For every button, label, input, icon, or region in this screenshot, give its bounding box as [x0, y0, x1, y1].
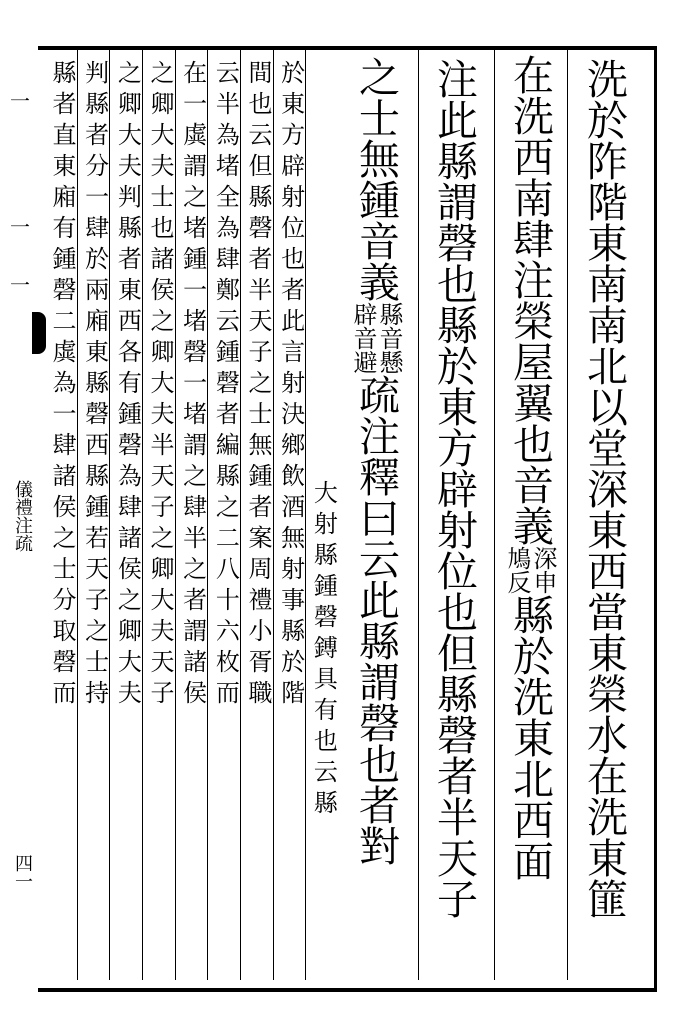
- text-column-12: 判縣者分一肆於兩廂東縣磬西縣鍾若天子之士持: [80, 60, 109, 711]
- main-text: 之士無鍾音義: [352, 56, 400, 302]
- gloss-line: 鳩反: [503, 546, 531, 594]
- margin-mark: 一: [10, 215, 30, 239]
- column-rule: [305, 50, 306, 980]
- margin-title: 儀禮注疏: [12, 480, 33, 552]
- text-column-10: 之卿大夫士也諸侯之卿大夫半天子之卿大夫天子: [146, 60, 174, 711]
- margin-strip: [0, 46, 38, 988]
- column-rule: [142, 50, 143, 980]
- text-column-8: 云半為堵全為肆鄭云鍾磬者編縣之二八十六枚而: [211, 60, 240, 711]
- interlinear-gloss: [350, 302, 402, 374]
- text-column-1: 洗於阼階東南南北以堂深東西當東榮水在洗東篚: [580, 58, 628, 919]
- main-text: 在洗西南肆注榮屋翼也音義: [506, 54, 554, 546]
- column-rule: [175, 50, 176, 980]
- text-column-11: 之卿大夫判縣者東西各有鍾磬為肆諸侯之卿大夫: [113, 60, 142, 711]
- text-column-5: 大射縣鍾磬鎛具有也云縣: [309, 480, 338, 821]
- gloss-line: 深申: [529, 546, 557, 594]
- text-column-6: 於東方辟射位也者此言射決鄉飲酒無射事縣於階: [276, 60, 305, 711]
- text-column-4: [350, 56, 402, 866]
- margin-mark: 一: [10, 89, 30, 113]
- column-rule: [418, 50, 419, 980]
- text-column-9: 在一虡謂之堵鍾一堵磬一堵謂之肆半之者謂諸侯: [178, 60, 207, 711]
- gloss-line: 辟音避: [349, 302, 377, 374]
- column-rule: [273, 50, 274, 980]
- column-rule: [207, 50, 208, 980]
- main-text: 疏注釋曰云此縣謂磬也者對: [352, 374, 400, 866]
- column-rule: [494, 50, 495, 980]
- text-column-3: 注此縣謂磬也縣於東方辟射位也但縣磬者半天子: [430, 58, 478, 919]
- text-column-2: [504, 54, 556, 881]
- gloss-line: 縣音懸: [375, 302, 403, 374]
- text-column-7: 間也云但縣磬者半天子之士無鍾者案周禮小胥職: [244, 60, 272, 711]
- interlinear-gloss: [504, 546, 556, 594]
- text-column-13: 縣者直東廂有鍾磬二虡為一肆諸侯之士分取磬而: [48, 60, 76, 711]
- leaf-number: 四一: [12, 854, 33, 890]
- column-rule: [567, 50, 568, 980]
- margin-mark: 一: [10, 273, 30, 297]
- main-text: 縣於洗東北西面: [506, 594, 554, 881]
- column-rule: [77, 50, 78, 980]
- column-rule: [109, 50, 110, 980]
- column-rule: [240, 50, 241, 980]
